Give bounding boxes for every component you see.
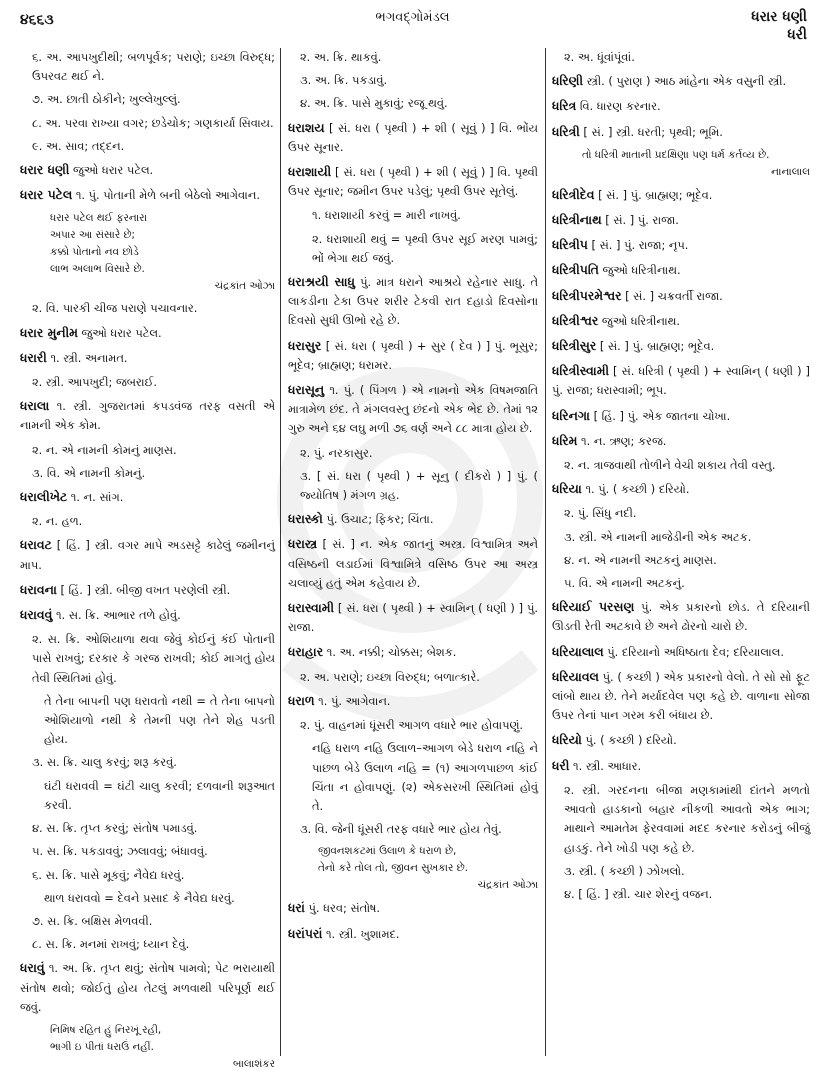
quotation-line: કક્કો પોતાનો નવ છોડે [50,246,139,259]
sub-sense: ૩. વિ. જેની ધૂંસરી તરફ વધારે ભાર હોય તેવું. [300,822,502,837]
column-divider [280,48,281,1056]
definition-text: પું. એક પ્રકારનો છોડ. તે દરિયાની ઊડતી રેતી અટકાવે છે અને ઢોરનો ચારો છે. [552,600,810,634]
definition-text: ૧. અ. નક્કી; ચોક્કસ; બેશક. [323,645,457,660]
dictionary-entry [552,260,810,280]
definition-text: ૧. પું. આગેવાન. [314,693,391,708]
headword: ધરાશ્રયી સાધુ [288,274,355,290]
sub-sense: ૮. સ. ક્રિ. મનમાં રાખવું; ધ્યાન દેવું. [32,937,190,952]
dictionary-entry [288,642,538,662]
usage-example: ૧. ધરાશાયી કરવું = મારી નાખવું. [312,208,461,223]
dictionary-entry [20,323,275,343]
sub-sense: ૨. પું. વાહનમાં ધૂંસરી આગળ વધારે ભાર હોવાપણું. [300,718,524,733]
definition-text: [ સં. ] ન. એક જાતનું અસ્ત્ર. વિશ્વામિત્ર અને વસિષ્ઠની લડાઈમાં વિશ્વામિત્રે વસિષ્ઠ ઉપર આ અસ્ત્ર ચલાવ્યું હતું એમ કહેવાય છે. [288,537,538,590]
quotation-author: ચંદ્રકાંત ઓઝા [214,280,275,293]
sub-sense: ૭. સ. ક્રિ. બક્ષિસ મેળવવી. [32,913,153,928]
headword: ધરાસ્વામી [288,600,335,616]
headword: ધરિત્રીદેવ [552,186,595,202]
usage-example: નહિ ધરાળ નહિ ઉલાળ–આગળ બેડે ધરાળ નહિ ને પાછળ બેડે ઉલાળ નહિ = (૧) આગળપાછળ કાંઈ ચિંતા ન હોવાપણું. (૨) એકસરખી સ્થિતિમાં હોવું તે. [312,741,538,813]
definition-text: [ હિં. ] સ્ત્રી. વગર માપે અડસટ્ટે કાઢેલું જમીનનું માપ. [20,538,275,572]
headword: ધરિયાલાલ [552,643,604,659]
dictionary-entry [552,210,810,230]
headword: ધરિયાવલ [552,668,599,684]
definition-text: ૧. સ્ત્રી. અનામત. [46,350,128,365]
headword: ધરિત્રીપ [552,237,588,253]
sub-sense: ૪. અ. ક્રિ. પાસે મુકાવું; રજૂ થવું. [300,96,448,111]
dictionary-entry [552,756,810,776]
definition-text: ૧. સ્ત્રી. આધાર. [569,758,642,773]
headword: ધરાર ધણી [20,162,70,178]
sub-sense: ૨. ન. હળ. [32,514,83,529]
quotation-author: ચંદ્રકાંત ઓઝા [477,879,538,892]
usage-example: તે તેના બાપની પણ ધરાવતો નથી = તે તેના બાપનો ઓશિયાળો નથી કે તેમની પણ તેને શેહ પડતી હોય. [44,693,275,747]
definition-text: [ સં. ] પું. રાજા; નૃપ. [587,238,689,253]
definition-text: જુઓ ધરાર પટેલ. [77,325,162,340]
definition-text: જુઓ ધરાર પટેલ. [69,163,154,178]
headword: ધરારી [20,349,47,365]
sub-sense: ૮. અ. પરવા રાખ્યા વગર; છડેચોક; ગણકાર્યા સિવાય. [32,115,274,130]
dictionary-entry [552,479,810,499]
headword: ધરાં [288,900,305,916]
headword: ધરાસૂનુ [288,382,325,398]
sub-sense: ૨. પું. સિંધુ નદી. [564,506,637,521]
sub-sense: ૩. સ. ક્રિ. ચાલુ કરવું; શરૂ કરવું. [32,755,177,770]
headword: ધરિયો [552,732,582,748]
headword: ધરિનગા [552,407,590,423]
headword: ધરિત્ર [552,98,577,114]
definition-text: સ્ત્રી. ( પુરાણ ) આઠ માંહેના એક વસુની સ્ત્રી. [583,74,787,89]
quotation-line: જીવનશકટમાં ઉલાળ કે ધરાળ છે, [318,845,457,858]
headword: ધરિયા [552,481,582,497]
definition-text: વિ. ધારણ કરનાર. [576,99,661,114]
quotation-line: તેનો કરે તોલ તો, જીવન સુખકાર છે. [318,862,468,875]
quotation-author: બાલાશંકર [232,1057,275,1070]
guide-word-first: ધરાર ધણી [751,9,807,25]
dictionary-entry [20,396,275,435]
headword: ધરી [552,757,570,773]
sub-sense: ૩. વિ. એ નામની કોમનું. [32,465,146,480]
quotation-line: ભાગી ઇ પીતાં ધરાઉં નહીં. [50,1040,154,1053]
headword: ધરિણી [552,73,583,89]
headword: ધરાશય [288,119,325,135]
headword: ધરાસ્કો [288,511,323,527]
guide-words [751,8,807,44]
definition-text: [ સં. ધરા ( પૃથ્વી ) + શી ( સૂવું ) ] વિ. પૃથ્વી ઉપર સૂનાર; જમીન ઉપર પડેલું; પૃથ્વી ઉપર સૂતેલું. [288,165,538,199]
headword: ધરિત્રીશ્વર [552,312,599,328]
dictionary-entry [552,730,810,750]
headword: ધરિત્રીસ્વામી [552,363,609,379]
dictionary-entry [20,160,275,180]
definition-text: ૧. અ. ક્રિ. તૃપ્ત થવું; સંતોષ પામવો; પેટ ભરાયાથી સંતોષ થવો; જોઈતું હોય તેટલું મળવાથી પરિપૂર્ણ થઈ જવું. [20,961,275,1014]
sub-sense: ૩. [ સં. ધરા ( પૃથ્વી ) + સૂનુ ( દીકરો ) ] પું. ( જ્યોતિષ ) મંગળ ગ્રહ. [300,468,538,503]
sub-sense: ૩. સ્ત્રી. એ નામની માજેડીની એક અટક. [564,529,752,544]
definition-text: જુઓ ધરિત્રીનાથ. [598,263,681,278]
definition-text: [ સં. ] પું. બ્રાહ્મણ; ભૂદેવ. [594,187,713,202]
definition-text: [ સં. ધરા ( પૃથ્વી ) + સ્વામિન્ ( ધણી ) ] પું. રાજા. [288,601,538,635]
sub-sense: ૨. અ. પરાણે; ઇચ્છા વિરુદ્ધ; બળાત્કારે. [300,669,480,684]
definition-text: ૧. સ્ત્રી. ખુશામદ. [322,926,400,941]
dictionary-entry [20,580,275,600]
dictionary-entry [552,96,810,116]
dictionary-entry [288,898,538,918]
dictionary-entry [288,118,538,157]
sub-sense: ૨. ન. એ નામની કોમનું માણસ. [32,442,177,457]
definition-text: [ સં. ધરા ( પૃથ્વી ) + સુર ( દેવ ) ] પું. ભૂસુર; ભૂદેવ; બ્રાહ્મણ; ધરામર. [288,338,538,372]
headword: ધરાસ્ત્ર [288,536,318,552]
dictionary-entry [288,380,538,439]
column-middle [288,48,538,949]
definition-text: ૧. ન. સાંગ. [67,490,124,505]
dictionary-entry [552,361,810,400]
dictionary-entry [552,336,810,356]
definition-text: [ સં. ] સ્ત્રી. ધરતી; પૃથ્વી; ભૂમિ. [579,124,723,139]
definition-text: ૧. પું. પોતાની મેળે બની બેઠેલો આગેવાન. [72,188,260,203]
definition-text: [ હિં. ] પું. એક જાતના ચોખા. [589,408,731,423]
sub-sense: ૩. સ્ત્રી. ( કચ્છી ) ઝોખલો. [564,863,685,878]
sub-sense: ૩. અ. ક્રિ. પકડાવું. [300,73,388,88]
headword: ધરાલીખેટ [20,489,68,505]
dictionary-entry [288,691,538,711]
definition-text: [ સં. ] પું. બ્રાહ્મણ; ભૂદેવ. [596,339,715,354]
headword: ધરાશાયી [288,164,332,180]
sub-sense: ૬. અ. આપખુદીથી; બળપૂર્વક; પરાણે; ઇચ્છા વિરુદ્ધ; ઉપરવટ થઈ ને. [32,50,275,84]
quotation-line: નિમિષ રહિત હું નિરખૂં રહી, [50,1023,162,1036]
column-left [20,48,275,1077]
definition-text: ૧. પું. ( કચ્છી ) દરિયો. [581,482,690,497]
guide-word-last: ધરી [787,27,807,43]
headword: ધરાવવું [20,607,53,623]
dictionary-entry [20,185,275,205]
definition-text: પું. ઉચાટ; ફિકર; ચિંતા. [322,512,434,527]
quotation-author: નાનાલાલ [771,165,810,178]
sub-sense: ૨. સ. ક્રિ. ઓશિયાળા થવા જેવું કોઈનું કંઈ પોતાની પાસે રાખવું; દરકાર કે ગરજ રાખવી; કોઈ માગતું હોય તેવી સ્થિતિમાં હોવું. [32,632,275,685]
sub-sense: ૪. સ. ક્રિ. તૃપ્ત કરવું; સંતોષ પમાડવું. [32,821,198,836]
sub-sense: ૭. અ. છાતી ઠોકીને; ખુલ્લેખુલ્લું. [32,92,181,107]
headword: ધરાર મુનીમ [20,324,78,340]
sub-sense: ૨. અ. ધૂંવાંપૂંવાં. [564,50,635,64]
sub-sense: ૬. સ. ક્રિ. પાસે મૂકવું; નૈવેદ્ય ધરવું. [32,867,185,882]
definition-text: [ સં. ધરિત્રી ( પૃથ્વી ) + સ્વામિન્ ( ધણી ) ] પું. રાજા; ધરાસ્વામી; ભૂપ. [552,364,810,398]
page-header [0,0,825,46]
headword: ધરિમ [552,432,578,448]
headword: ધરિત્રીપરમેશ્વર [552,287,622,303]
column-right [552,48,810,908]
dictionary-columns [0,48,825,1070]
dictionary-entry [552,235,810,255]
headword: ધરાહાર [288,644,324,660]
definition-text: [ સં. ] ચક્રવર્તી રાજા. [621,288,723,303]
sub-sense: ૨. વિ. પારકી ચીજ પરાણે પચાવનાર. [32,301,198,316]
headword: ધરાસુર [288,337,322,353]
quotation-line: અપાર આ સંસારે છે; [50,229,136,242]
dictionary-entry [552,431,810,451]
definition-text: પું. ( કચ્છી ) એક પ્રકારનો વેલો. તે સો સો ફૂટ લાંબો થાય છે. તેને મર્યાદવેલ પણ કહે છે. વાળાના સોજા ઉપર તેનાં પાન ગરમ કરી બંધાય છે. [552,669,810,723]
dictionary-entry [552,597,810,636]
definition-text: ૧. સ્ત્રી. ગુજરાતમાં કપડવંજ તરફ વસતી એ નામની એક કોમ. [20,399,275,433]
quotation-line: લાભ અલાભ વિસારે છે. [50,263,145,276]
dictionary-entry [20,605,275,625]
dictionary-entry [288,162,538,201]
sub-sense: ૪. ન. એ નામની અટકનું માણસ. [564,552,717,567]
sub-sense: ૫. સ. ક્રિ. પકડાવવું; ઝલાવવું; બંધાવવું. [32,844,208,859]
headword: ધરિત્રીસુર [552,338,597,354]
headword: ધરિત્રી [552,123,580,139]
definition-text: પું. ( કચ્છી ) દરિયો. [581,733,677,748]
headword: ધરાવના [20,581,57,597]
dictionary-entry [288,598,538,637]
headword: ધરાળ [288,692,315,708]
definition-text: પું. માત્ર ધરાને આશ્રયે રહેનાર સાધુ. તે લાકડીના ટેકા ઉપર શરીર ટેકવી રાત દહાડો દિવસોના દિવસો સુધી ઊભો રહે છે. [288,275,538,328]
sub-sense: ૨. સ્ત્રી. આપખુદી; જબરાઈ. [32,375,157,390]
usage-example: ૨. ધરાશાયી થવું = પૃથ્વી ઉપર સૂઈ મરણ પામવું; ભોં ભેગા થઈ જવું. [312,231,538,265]
definition-text: ૧. સ. ક્રિ. આભાર તળે હોવું. [52,608,181,623]
column-divider [545,48,546,1056]
quotation [288,843,538,894]
headword: ધરાંપરાં [288,925,323,941]
dictionary-entry [20,958,275,1017]
dictionary-entry [288,336,538,375]
dictionary-entry [288,509,538,529]
quotation [20,1022,275,1073]
quotation-line: ધરાર પટેલ થઈ ફરનારા [50,212,148,225]
dictionary-entry [552,667,810,726]
quotation-line: તો ધરિત્રી માતાની પ્રદક્ષિણા પણ ધર્મ કર્તવ્ય છે. [582,148,770,161]
definition-text: જુઓ ધરિત્રીનાથ. [598,313,680,328]
usage-example: ઘંટી ધરાવવી = ઘંટી ચાલુ કરવી; દળવાની શરૂઆત કરવી. [44,778,275,812]
dictionary-entry [288,924,538,944]
sub-sense: ૯. અ. સાવ; તદ્દન. [32,138,125,153]
sub-sense: ૨. અ. ક્રિ. થાકવું. [300,50,382,64]
dictionary-entry [552,122,810,142]
headword: ધરિયાઈ પરસણ [552,599,635,615]
definition-text: પું. ધરવ; સંતોષ. [304,901,381,916]
sub-sense: ૪. [ હિં. ] સ્ત્રી. ચાર શેરનું વજન. [564,886,713,901]
definition-text: ૧. ન. ઋણ; કરજ. [577,433,667,448]
dictionary-entry [552,311,810,331]
quotation [20,210,275,295]
sub-sense: ૨. ન. ત્રાજવાથી તોળીને વેચી શકાય તેવી વસ્તુ. [564,458,776,473]
dictionary-entry [552,286,810,306]
dictionary-entry [20,348,275,368]
definition-text: [ હિં. ] સ્ત્રી. બીજી વખત પરણેલી સ્ત્રી. [56,582,231,597]
definition-text: ૧. પું. ( પિંગળ ) એ નામનો એક વિષમજાતિ માત્રામેળ છંદ. તે મંગલવસ્તુ છંદનો એક ભેદ છે. તેમાં ૧૨ ગુરુ અને ૬૪ લઘુ મળી ૭૬ વર્ણ અને ૮૮ માત્રા હોય છે. [288,383,538,436]
definition-text: [ સં. ] પું. રાજા. [601,213,679,228]
dictionary-entry [552,71,810,91]
definition-text: પું. દરિયાનો અધિષ્ઠાતા દેવ; દરિયાલાલ. [603,644,784,659]
dictionary-entry [20,487,275,507]
headword: ધરાવટ [20,537,52,553]
definition-text: [ સં. ધરા ( પૃથ્વી ) + શી ( સૂવું ) ] વિ. ભોંય ઉપર સૂનાર. [288,120,538,154]
sub-sense: ૨. સ્ત્રી. ગરદનના બીજા મણકામાંથી દાંતને મળતો આવતો હાડકાનો બહાર નીકળી આવતો એક ભાગ; માથાને આમતેમ ફેરવવામાં મદદ કરનાર કરોડનું બીજું હાડકું. તેને ખોડી પણ કહે છે. [564,782,810,855]
dictionary-entry [552,406,810,426]
headword: ધરિત્રીપતિ [552,262,599,278]
headword: ધરાર પટેલ [20,187,73,203]
usage-example: થાળ ધરાવવો = દેવને પ્રસાદ કે નૈવેદ્ય ધરવું. [44,890,235,905]
sub-sense: ૫. વિ. એ નામની અટકનું. [564,576,685,591]
page-number: ૪૬૬૩ [20,12,54,28]
headword: ધરાવું [20,960,45,976]
dictionary-entry [552,185,810,205]
dictionary-entry [20,535,275,574]
headword: ધરાલા [20,398,50,414]
quotation [552,147,810,181]
dictionary-entry [288,534,538,593]
sub-sense: ૨. પું. નરકાસુર. [300,445,373,460]
dictionary-entry [552,642,810,662]
dictionary-entry [288,272,538,331]
book-title: ભગવદ્ગોમંડલ [375,10,450,25]
headword: ધરિત્રીનાથ [552,212,602,228]
